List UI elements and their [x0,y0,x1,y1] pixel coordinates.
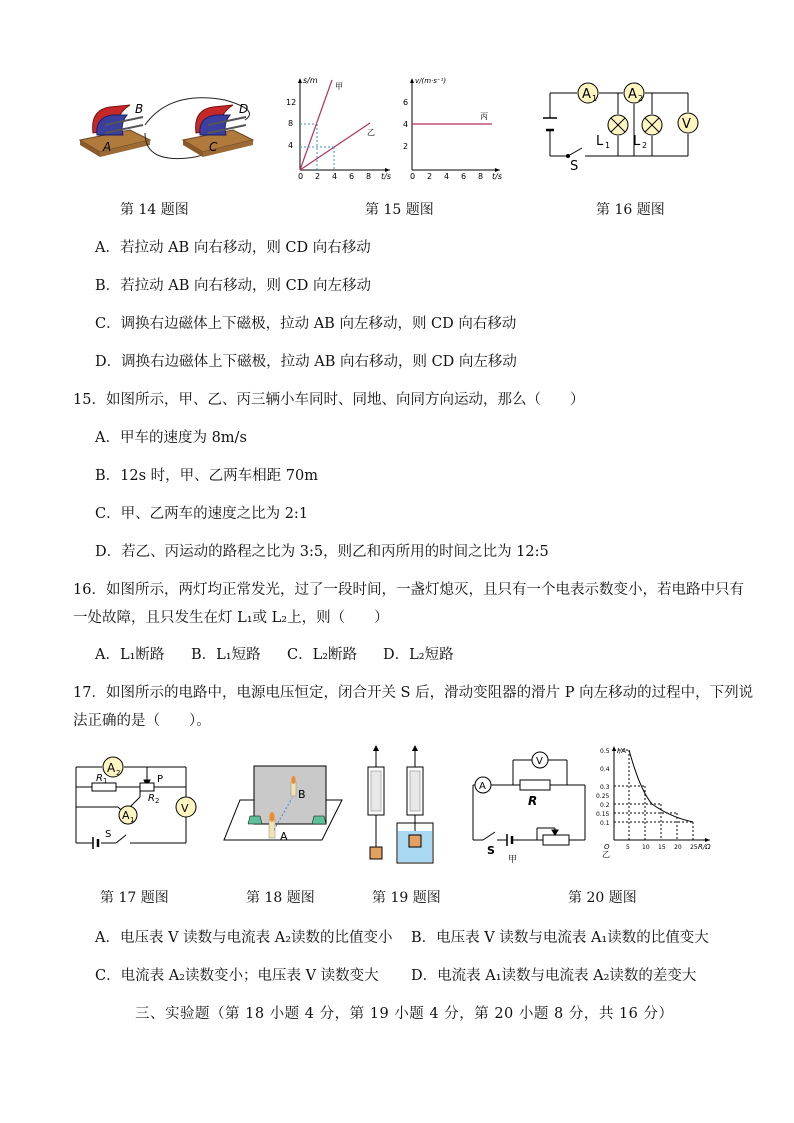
fig20-s: S [487,844,495,857]
fig20-xtick-20: 20 [674,844,682,851]
fig20-xlabel: R/Ω [698,843,711,851]
fig16-a2-sub: 2 [638,94,644,103]
fig20-xtick-5: 5 [626,844,630,851]
fig20-xtick-25: 25 [690,844,698,851]
fig20-ytick-0.25: 0.25 [596,793,610,800]
q15-option-b: B．12s 时，甲、乙两车相距 70m [95,468,318,484]
figure-20-circuit [465,750,595,865]
section-title-experiments: 三、实验题（第 18 小题 4 分，第 19 小题 4 分，第 20 小题 8 分，共 16 分） [135,1006,674,1022]
fig20-ytick-0.5: 0.5 [600,748,610,755]
q17-stem-line1: 17．如图所示的电路中，电源电压恒定，闭合开关 S 后，滑动变阻器的滑片 P 向左移动的过程中，下列说 [73,685,754,701]
fig17-caption: 第 17 题图 [100,890,169,906]
label-b: B [135,102,144,116]
vt-xtick-6: 6 [461,172,467,180]
q17-option-d: D．电流表 A₁读数与电流表 A₂读数的差变大 [411,968,697,984]
q16-option-b: B．L₁短路 [191,647,261,663]
fig20-xtick-15: 15 [658,844,666,851]
fig20-a: A [479,781,486,792]
series-jia: 甲 [335,82,343,91]
fig16-l1: L [596,134,604,149]
fig18-label-b: B [298,788,306,801]
fig15-caption: 第 15 题图 [365,202,434,218]
fig16-l2: L [633,134,641,149]
figure-17-circuit [68,755,213,855]
label-d: D [239,102,249,116]
st-ytick-12: 12 [286,98,297,107]
vt-xlabel: t/s [492,172,502,180]
q17-option-c: C．电流表 A₂读数变小；电压表 V 读数变大 [95,968,379,984]
q16-stem-line1: 16．如图所示，两灯均正常发光，过了一段时间，一盏灯熄灭，且只有一个电表示数变小，若电路中只有 [73,582,744,598]
st-xtick-8: 8 [366,172,372,180]
fig20-ytick-0.15: 0.15 [596,811,610,818]
st-xtick-2: 2 [315,172,321,180]
fig20-yi: 乙 [602,850,610,859]
q17-option-a: A．电压表 V 读数与电流表 A₂读数的比值变小 [95,930,393,946]
figure-15-st-graph [285,75,395,180]
vt-ytick-6: 6 [403,98,409,107]
fig17-r1: R [96,773,103,784]
fig20-origin: O [604,843,610,851]
fig17-a2: A [107,761,116,775]
vt-xtick-8: 8 [478,172,484,180]
q16-option-d: D．L₂短路 [383,647,454,663]
vt-xtick-4: 4 [444,172,450,180]
st-xtick-4: 4 [332,172,338,180]
series-bing: 丙 [480,112,488,121]
q17-option-b: B．电压表 V 读数与电流表 A₁读数的比值变大 [411,930,709,946]
fig17-a1: A [122,809,130,822]
fig20-ytick-0.3: 0.3 [600,784,610,791]
st-ytick-4: 4 [288,141,294,150]
label-c: C [209,140,218,154]
fig20-ytick-0.2: 0.2 [600,802,610,809]
fig16-v: V [682,117,691,132]
st-xtick-0: 0 [298,172,304,180]
q16-option-a: A．L₁断路 [95,647,165,663]
vt-ylabel: v/(m·s⁻¹) [415,77,447,85]
fig20-ytick-0.1: 0.1 [600,820,610,827]
q16-option-c: C．L₂断路 [287,647,358,663]
q15-option-d: D．若乙、丙运动的路程之比为 3:5，则乙和丙所用的时间之比为 12:5 [95,544,549,560]
vt-xtick-2: 2 [427,172,433,180]
fig17-r2-sub: 2 [155,797,160,805]
vt-ytick-4: 4 [403,120,409,129]
fig20-v: V [536,756,543,767]
fig17-a2-sub: 2 [116,769,121,777]
st-xtick-6: 6 [349,172,355,180]
figure-18-plane-mirror [222,760,347,850]
q14-option-a: A．若拉动 AB 向右移动，则 CD 向右移动 [95,240,371,256]
q14-option-b: B．若拉动 AB 向右移动，则 CD 向左移动 [95,278,371,294]
fig19-caption: 第 19 题图 [372,890,441,906]
fig17-r2: R [148,793,155,804]
st-ytick-8: 8 [288,119,294,128]
fig17-p: P [157,774,164,785]
fig16-l1-sub: 1 [605,141,611,150]
q17-stem-line2: 法正确的是（ ）。 [73,713,211,729]
figure-14-magnets [75,95,275,165]
fig20-jia: 甲 [508,855,518,865]
figure-15-vt-graph [400,75,505,180]
q14-option-c: C．调换右边磁体上下磁极，拉动 AB 向左移动，则 CD 向右移动 [95,316,517,332]
vt-xtick-0: 0 [410,172,416,180]
fig14-caption: 第 14 题图 [120,202,189,218]
fig16-s: S [570,159,579,173]
fig20-xtick-10: 10 [642,844,650,851]
figure-20-graph [592,745,717,860]
fig18-label-a: A [280,830,288,843]
label-a: A [103,140,112,154]
q15-option-c: C．甲、乙两车的速度之比为 2:1 [95,506,309,522]
fig20-r: R [528,794,538,808]
q16-stem-line2: 一处故障，且只发生在灯 L₁或 L₂上，则（ ） [73,610,389,626]
fig17-r1-sub: 1 [103,777,108,785]
q15-option-a: A．甲车的速度为 8m/s [95,430,247,446]
q15-stem: 15．如图所示，甲、乙、丙三辆小车同时、同地、向同方向运动，那么（ ） [73,392,585,408]
fig16-l2-sub: 2 [642,141,648,150]
figure-19-spring-scales [355,745,450,870]
fig17-s: S [105,829,112,840]
q14-option-d: D．调换右边磁体上下磁极，拉动 AB 向右移动，则 CD 向左移动 [95,354,517,370]
fig20-caption: 第 20 题图 [568,890,637,906]
st-xlabel: t/s [381,172,391,180]
series-yi: 乙 [367,128,375,137]
fig18-caption: 第 18 题图 [246,890,315,906]
fig16-a1-sub: 1 [592,94,598,103]
fig16-a1: A [582,87,591,102]
figure-16-circuit [540,78,710,173]
fig17-v: V [181,802,189,815]
st-ylabel: s/m [303,76,318,85]
fig16-a2: A [628,87,637,102]
fig17-a1-sub: 1 [130,816,135,824]
fig16-caption: 第 16 题图 [596,202,665,218]
fig20-ytick-0.4: 0.4 [600,766,610,773]
fig20-ylabel: I/A [617,747,627,755]
vt-ytick-2: 2 [403,142,409,151]
